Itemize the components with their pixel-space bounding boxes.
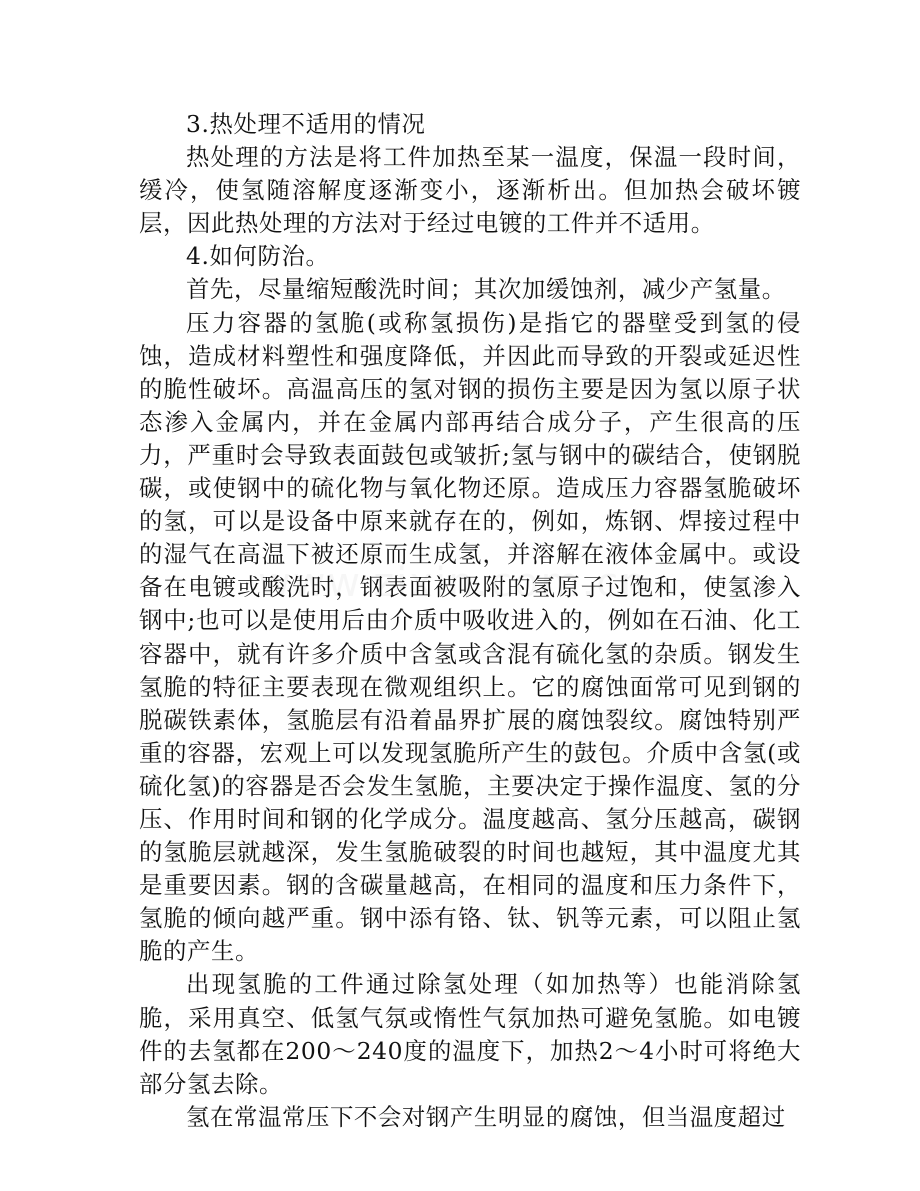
document-body [139,108,801,1134]
paragraph-prevention: 首先，尽量缩短酸洗时间；其次加缓蚀剂，减少产氢量。 [186,275,786,304]
paragraph-hydrogen-embrittlement: 压力容器的氢脆(或称氢损伤)是指它的器壁受到氢的侵蚀，造成材料塑性和强度降低，并因此而导致的开裂或延迟性的脆性破坏。高温高压的氢对钢的损伤主要是因为氢以原子状态渗入金属内，并在金属内部再结合成分子，产生很高的压力，严重时会导致表面鼓包或皱折;氢与钢中的碳结合，使钢脱碳，或使钢中的硫化物与氧化物还原。造成压力容器氢脆破坏的氢，可以是设备中原来就存在的，例如，炼钢、焊接过程中的湿气在高温下被还原而生成氢，并溶解在液体金属中。或设备在电镀或酸洗时，钢表面被吸附的氢原子过饱和，使氢渗入钢中;也可以是使用后由介质中吸收进入的，例如在石油、化工容器中，就有许多介质中含氢或含混有硫化氢的杂质。钢发生氢脆的特征主要表现在微观组织上。它的腐蚀面常可见到钢的脱碳铁素体，氢脆层有沿着晶界扩展的腐蚀裂纹。腐蚀特别严重的容器，宏观上可以发现氢脆所产生的鼓包。介质中含氢(或硫化氢)的容器是否会发生氢脆，主要决定于操作温度、氢的分压、作用时间和钢的化学成分。温度越高、氢分压越高，碳钢的氢脆层就越深，发生氢脆破裂的时间也越短，其中温度尤其是重要因素。钢的含碳量越高，在相同的温度和压力条件下，氢脆的倾向越严重。钢中添有铬、钛、钒等元素，可以阻止氢脆的产生。 [139,308,801,966]
paragraph-heat-treatment: 热处理的方法是将工件加热至某一温度，保温一段时间，缓冷，使氢随溶解度逐渐变小，逐渐析出。但加热会破坏镀层，因此热处理的方法对于经过电镀的工件并不适用。 [139,143,801,238]
paragraph-temperature: 氢在常温常压下不会对钢产生明显的腐蚀，但当温度超过 [186,1102,786,1131]
paragraph-heading-4: 4.如何防治。 [186,242,330,271]
paragraph-heading-3: 3.热处理不适用的情况 [186,110,426,138]
paragraph-dehydrogenation: 出现氢脆的工件通过除氢处理（如加热等）也能消除氢脆，采用真空、低氢气氛或惰性气氛加热可避免氢脆。如电镀件的去氢都在200～240度的温度下，加热2～4小时可将绝大部分氢去除。 [139,970,801,1098]
